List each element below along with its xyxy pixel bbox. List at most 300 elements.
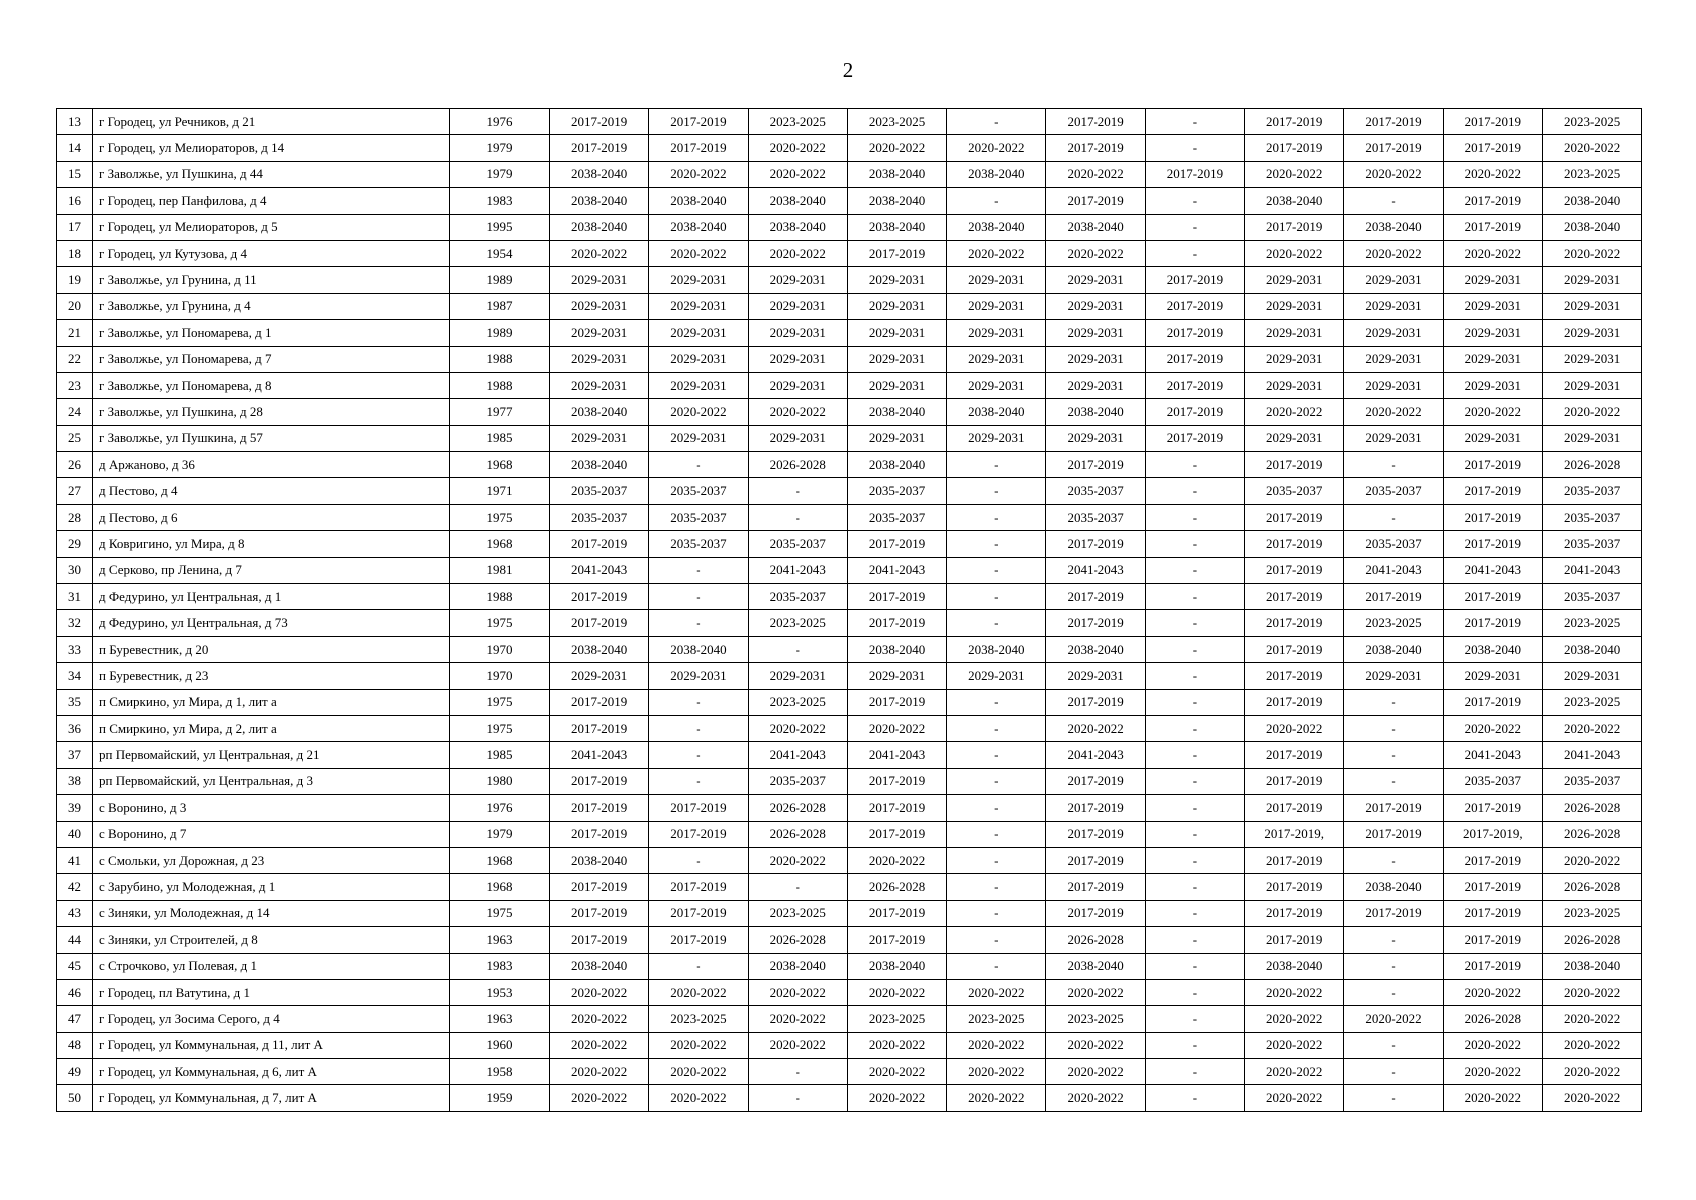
repair-period-cell: - bbox=[947, 742, 1046, 768]
repair-period-cell: - bbox=[748, 1085, 847, 1111]
construction-year-cell: 1959 bbox=[450, 1085, 550, 1111]
repair-period-cell: 2026-2028 bbox=[1542, 874, 1641, 900]
repair-period-cell: 2038-2040 bbox=[1046, 953, 1145, 979]
row-number-cell: 29 bbox=[57, 531, 93, 557]
repair-period-cell: 2029-2031 bbox=[947, 372, 1046, 398]
repair-period-cell: - bbox=[947, 584, 1046, 610]
repair-period-cell: 2017-2019 bbox=[550, 874, 649, 900]
repair-period-cell: 2038-2040 bbox=[1542, 188, 1641, 214]
row-number-cell: 31 bbox=[57, 584, 93, 610]
repair-period-cell: - bbox=[1145, 1032, 1244, 1058]
repair-period-cell: 2035-2037 bbox=[1542, 531, 1641, 557]
table-row bbox=[57, 531, 1642, 557]
repair-period-cell: 2017-2019 bbox=[649, 821, 748, 847]
construction-year-cell: 1980 bbox=[450, 768, 550, 794]
repair-period-cell: 2041-2043 bbox=[1443, 742, 1542, 768]
repair-period-cell: 2020-2022 bbox=[748, 715, 847, 741]
repair-period-cell: 2020-2022 bbox=[1046, 979, 1145, 1005]
repair-period-cell: 2020-2022 bbox=[1245, 240, 1344, 266]
repair-period-cell: 2020-2022 bbox=[847, 1032, 946, 1058]
row-number-cell: 35 bbox=[57, 689, 93, 715]
repair-period-cell: - bbox=[649, 953, 748, 979]
repair-period-cell: 2017-2019 bbox=[1245, 135, 1344, 161]
repair-period-cell: 2038-2040 bbox=[550, 953, 649, 979]
repair-period-cell: 2029-2031 bbox=[649, 425, 748, 451]
repair-period-cell: 2029-2031 bbox=[1542, 663, 1641, 689]
repair-period-cell: 2023-2025 bbox=[1542, 109, 1641, 135]
repair-period-cell: 2029-2031 bbox=[1443, 425, 1542, 451]
repair-period-cell: 2041-2043 bbox=[550, 742, 649, 768]
repair-period-cell: 2038-2040 bbox=[748, 214, 847, 240]
construction-year-cell: 1968 bbox=[450, 531, 550, 557]
repair-period-cell: 2017-2019 bbox=[1443, 135, 1542, 161]
repair-period-cell: 2029-2031 bbox=[1542, 320, 1641, 346]
address-cell: д Серково, пр Ленина, д 7 bbox=[93, 557, 450, 583]
table-row bbox=[57, 452, 1642, 478]
table-body bbox=[57, 109, 1642, 1112]
repair-period-cell: 2029-2031 bbox=[550, 320, 649, 346]
repair-period-cell: - bbox=[649, 557, 748, 583]
repair-period-cell: 2029-2031 bbox=[947, 267, 1046, 293]
repair-period-cell: 2038-2040 bbox=[947, 399, 1046, 425]
repair-period-cell: 2020-2022 bbox=[550, 1032, 649, 1058]
repair-period-cell: 2017-2019, bbox=[1245, 821, 1344, 847]
repair-period-cell: 2017-2019 bbox=[1046, 610, 1145, 636]
construction-year-cell: 1985 bbox=[450, 742, 550, 768]
table-row bbox=[57, 927, 1642, 953]
repair-period-cell: 2038-2040 bbox=[550, 214, 649, 240]
table-row bbox=[57, 214, 1642, 240]
repair-period-cell: 2023-2025 bbox=[1542, 610, 1641, 636]
repair-period-cell: 2038-2040 bbox=[847, 188, 946, 214]
repair-period-cell: 2020-2022 bbox=[1542, 1059, 1641, 1085]
repair-period-cell: 2017-2019 bbox=[649, 795, 748, 821]
construction-year-cell: 1963 bbox=[450, 927, 550, 953]
repair-period-cell: 2026-2028 bbox=[1542, 927, 1641, 953]
repair-period-cell: 2017-2019 bbox=[1046, 821, 1145, 847]
table-row bbox=[57, 425, 1642, 451]
repair-period-cell: - bbox=[947, 821, 1046, 847]
repair-period-cell: 2035-2037 bbox=[1046, 478, 1145, 504]
repair-period-cell: 2035-2037 bbox=[550, 478, 649, 504]
repair-period-cell: 2017-2019 bbox=[1046, 188, 1145, 214]
repair-period-cell: 2038-2040 bbox=[649, 636, 748, 662]
repair-period-cell: - bbox=[947, 610, 1046, 636]
repair-period-cell: - bbox=[1145, 610, 1244, 636]
table-row bbox=[57, 240, 1642, 266]
repair-period-cell: 2017-2019 bbox=[1443, 610, 1542, 636]
repair-period-cell: - bbox=[1145, 663, 1244, 689]
repair-period-cell: 2023-2025 bbox=[1542, 689, 1641, 715]
construction-year-cell: 1968 bbox=[450, 874, 550, 900]
construction-year-cell: 1968 bbox=[450, 452, 550, 478]
repair-period-cell: 2038-2040 bbox=[847, 399, 946, 425]
repair-period-cell: 2017-2019 bbox=[1245, 795, 1344, 821]
repair-period-cell: 2017-2019 bbox=[1443, 188, 1542, 214]
repair-period-cell: 2029-2031 bbox=[1344, 320, 1443, 346]
repair-period-cell: 2020-2022 bbox=[1443, 399, 1542, 425]
row-number-cell: 21 bbox=[57, 320, 93, 346]
repair-period-cell: 2020-2022 bbox=[947, 240, 1046, 266]
repair-period-cell: 2023-2025 bbox=[649, 1006, 748, 1032]
repair-period-cell: 2020-2022 bbox=[1245, 1032, 1344, 1058]
repair-period-cell: - bbox=[1344, 927, 1443, 953]
row-number-cell: 47 bbox=[57, 1006, 93, 1032]
repair-period-cell: 2035-2037 bbox=[847, 504, 946, 530]
repair-period-cell: 2035-2037 bbox=[550, 504, 649, 530]
repair-period-cell: 2017-2019 bbox=[1344, 109, 1443, 135]
repair-period-cell: 2029-2031 bbox=[748, 663, 847, 689]
repair-period-cell: 2029-2031 bbox=[1443, 663, 1542, 689]
repair-period-cell: 2020-2022 bbox=[847, 1085, 946, 1111]
repair-period-cell: 2020-2022 bbox=[1046, 1085, 1145, 1111]
address-cell: с Зиняки, ул Молодежная, д 14 bbox=[93, 900, 450, 926]
repair-period-cell: 2020-2022 bbox=[550, 1085, 649, 1111]
repair-period-cell: 2020-2022 bbox=[649, 1032, 748, 1058]
repair-period-cell: 2020-2022 bbox=[1542, 1006, 1641, 1032]
repair-period-cell: - bbox=[947, 900, 1046, 926]
table-row bbox=[57, 188, 1642, 214]
repair-period-cell: 2020-2022 bbox=[947, 1085, 1046, 1111]
repair-period-cell: 2038-2040 bbox=[1046, 636, 1145, 662]
construction-year-cell: 1981 bbox=[450, 557, 550, 583]
repair-period-cell: 2017-2019 bbox=[1245, 109, 1344, 135]
repair-period-cell: 2017-2019 bbox=[847, 927, 946, 953]
repair-period-cell: 2017-2019 bbox=[1245, 531, 1344, 557]
address-cell: с Строчково, ул Полевая, д 1 bbox=[93, 953, 450, 979]
repair-period-cell: 2035-2037 bbox=[1344, 531, 1443, 557]
repair-period-cell: 2017-2019 bbox=[1046, 900, 1145, 926]
repair-period-cell: 2020-2022 bbox=[748, 135, 847, 161]
repair-period-cell: 2020-2022 bbox=[1542, 979, 1641, 1005]
repair-period-cell: 2017-2019 bbox=[1046, 135, 1145, 161]
address-cell: г Городец, ул Коммунальная, д 6, лит А bbox=[93, 1059, 450, 1085]
repair-period-cell: 2017-2019 bbox=[1443, 953, 1542, 979]
row-number-cell: 44 bbox=[57, 927, 93, 953]
repair-period-cell: - bbox=[1145, 900, 1244, 926]
row-number-cell: 33 bbox=[57, 636, 93, 662]
repair-period-cell: 2029-2031 bbox=[847, 372, 946, 398]
repair-period-cell: 2020-2022 bbox=[847, 1059, 946, 1085]
repair-period-cell: 2017-2019 bbox=[1443, 531, 1542, 557]
address-cell: п Буревестник, д 20 bbox=[93, 636, 450, 662]
repair-period-cell: 2017-2019 bbox=[1245, 452, 1344, 478]
repair-period-cell: - bbox=[1145, 847, 1244, 873]
address-cell: г Городец, пер Панфилова, д 4 bbox=[93, 188, 450, 214]
repair-period-cell: 2020-2022 bbox=[1245, 399, 1344, 425]
repair-period-cell: 2035-2037 bbox=[649, 478, 748, 504]
repair-period-cell: 2029-2031 bbox=[1542, 346, 1641, 372]
repair-period-cell: 2017-2019 bbox=[1046, 689, 1145, 715]
address-cell: с Зиняки, ул Строителей, д 8 bbox=[93, 927, 450, 953]
repair-period-cell: 2029-2031 bbox=[947, 320, 1046, 346]
repair-period-cell: 2029-2031 bbox=[748, 425, 847, 451]
repair-period-cell: 2029-2031 bbox=[947, 293, 1046, 319]
repair-period-cell: 2029-2031 bbox=[1344, 293, 1443, 319]
repair-period-cell: 2017-2019 bbox=[1245, 900, 1344, 926]
repair-period-cell: 2017-2019 bbox=[847, 531, 946, 557]
repair-period-cell: 2038-2040 bbox=[847, 214, 946, 240]
repair-period-cell: - bbox=[1145, 715, 1244, 741]
table-row bbox=[57, 346, 1642, 372]
repair-period-cell: 2038-2040 bbox=[947, 161, 1046, 187]
address-cell: г Городец, ул Зосима Серого, д 4 bbox=[93, 1006, 450, 1032]
repair-period-cell: 2017-2019 bbox=[1443, 109, 1542, 135]
repair-period-cell: 2023-2025 bbox=[1046, 1006, 1145, 1032]
repair-period-cell: - bbox=[1145, 636, 1244, 662]
address-cell: п Буревестник, д 23 bbox=[93, 663, 450, 689]
construction-year-cell: 1975 bbox=[450, 610, 550, 636]
row-number-cell: 30 bbox=[57, 557, 93, 583]
repair-period-cell: - bbox=[1145, 557, 1244, 583]
repair-period-cell: 2026-2028 bbox=[1542, 452, 1641, 478]
construction-year-cell: 1970 bbox=[450, 663, 550, 689]
repair-period-cell: - bbox=[748, 504, 847, 530]
construction-year-cell: 1971 bbox=[450, 478, 550, 504]
repair-period-cell: 2017-2019 bbox=[1046, 795, 1145, 821]
repair-period-cell: 2020-2022 bbox=[847, 847, 946, 873]
repair-period-cell: 2020-2022 bbox=[847, 979, 946, 1005]
construction-year-cell: 1988 bbox=[450, 584, 550, 610]
repair-period-cell: 2029-2031 bbox=[1443, 267, 1542, 293]
repair-period-cell: - bbox=[649, 847, 748, 873]
repair-period-cell: 2017-2019 bbox=[847, 821, 946, 847]
repair-period-cell: 2020-2022 bbox=[550, 979, 649, 1005]
construction-year-cell: 1977 bbox=[450, 399, 550, 425]
repair-period-cell: 2020-2022 bbox=[1245, 979, 1344, 1005]
table-row bbox=[57, 584, 1642, 610]
repair-period-cell: 2017-2019 bbox=[1145, 425, 1244, 451]
repair-period-cell: 2038-2040 bbox=[947, 214, 1046, 240]
repair-period-cell: 2017-2019 bbox=[1443, 874, 1542, 900]
address-cell: п Смиркино, ул Мира, д 2, лит а bbox=[93, 715, 450, 741]
repair-period-cell: 2029-2031 bbox=[1046, 293, 1145, 319]
repair-period-cell: 2020-2022 bbox=[1542, 1032, 1641, 1058]
repair-period-cell: 2041-2043 bbox=[550, 557, 649, 583]
repair-period-cell: 2020-2022 bbox=[1542, 847, 1641, 873]
repair-period-cell: 2029-2031 bbox=[1046, 320, 1145, 346]
repair-period-cell: 2035-2037 bbox=[1542, 768, 1641, 794]
repair-period-cell: 2017-2019 bbox=[1145, 320, 1244, 346]
repair-period-cell: - bbox=[1145, 109, 1244, 135]
repair-period-cell: - bbox=[1344, 847, 1443, 873]
table-row bbox=[57, 847, 1642, 873]
table-row bbox=[57, 161, 1642, 187]
repair-period-cell: 2017-2019 bbox=[1443, 214, 1542, 240]
repair-period-cell: 2017-2019 bbox=[1443, 452, 1542, 478]
repair-period-cell: 2017-2019 bbox=[649, 874, 748, 900]
repair-period-cell: 2017-2019 bbox=[1344, 795, 1443, 821]
repair-period-cell: 2035-2037 bbox=[1542, 504, 1641, 530]
repair-period-cell: 2020-2022 bbox=[1245, 1085, 1344, 1111]
repair-period-cell: 2020-2022 bbox=[1344, 399, 1443, 425]
address-cell: г Городец, ул Коммунальная, д 7, лит А bbox=[93, 1085, 450, 1111]
repair-period-cell: 2023-2025 bbox=[1542, 161, 1641, 187]
repair-period-cell: 2035-2037 bbox=[649, 504, 748, 530]
row-number-cell: 37 bbox=[57, 742, 93, 768]
repair-period-cell: - bbox=[748, 1059, 847, 1085]
repair-period-cell: 2017-2019 bbox=[1443, 795, 1542, 821]
construction-year-cell: 1988 bbox=[450, 346, 550, 372]
repair-period-cell: - bbox=[1145, 768, 1244, 794]
table-row bbox=[57, 267, 1642, 293]
repair-period-cell: 2020-2022 bbox=[1443, 161, 1542, 187]
repair-period-cell: 2017-2019 bbox=[1245, 927, 1344, 953]
repair-period-cell: - bbox=[947, 557, 1046, 583]
repair-period-cell: 2038-2040 bbox=[1245, 188, 1344, 214]
repair-period-cell: 2035-2037 bbox=[1443, 768, 1542, 794]
repair-period-cell: 2020-2022 bbox=[649, 240, 748, 266]
repair-period-cell: 2020-2022 bbox=[748, 1032, 847, 1058]
table-row bbox=[57, 953, 1642, 979]
construction-year-cell: 1960 bbox=[450, 1032, 550, 1058]
repair-period-cell: 2017-2019 bbox=[1245, 557, 1344, 583]
table-row bbox=[57, 1032, 1642, 1058]
repair-period-cell: 2026-2028 bbox=[748, 821, 847, 847]
repair-period-cell: 2020-2022 bbox=[1344, 161, 1443, 187]
row-number-cell: 23 bbox=[57, 372, 93, 398]
housing-repair-schedule-table bbox=[56, 108, 1642, 1112]
repair-period-cell: 2023-2025 bbox=[847, 1006, 946, 1032]
repair-period-cell: - bbox=[1145, 452, 1244, 478]
address-cell: г Городец, ул Мелиораторов, д 5 bbox=[93, 214, 450, 240]
repair-period-cell: - bbox=[947, 715, 1046, 741]
repair-period-cell: 2029-2031 bbox=[1542, 267, 1641, 293]
repair-period-cell: 2020-2022 bbox=[748, 240, 847, 266]
table-row bbox=[57, 372, 1642, 398]
row-number-cell: 36 bbox=[57, 715, 93, 741]
repair-period-cell: 2017-2019 bbox=[1145, 372, 1244, 398]
repair-period-cell: 2017-2019 bbox=[1245, 663, 1344, 689]
repair-period-cell: 2017-2019 bbox=[550, 531, 649, 557]
table-row bbox=[57, 1006, 1642, 1032]
repair-period-cell: 2029-2031 bbox=[847, 663, 946, 689]
repair-period-cell: 2017-2019 bbox=[1245, 742, 1344, 768]
repair-period-cell: - bbox=[1145, 689, 1244, 715]
repair-period-cell: 2017-2019 bbox=[649, 927, 748, 953]
table-row bbox=[57, 399, 1642, 425]
table-row bbox=[57, 900, 1642, 926]
repair-period-cell: - bbox=[947, 689, 1046, 715]
repair-period-cell: - bbox=[649, 715, 748, 741]
repair-period-cell: 2029-2031 bbox=[1344, 663, 1443, 689]
repair-period-cell: 2029-2031 bbox=[947, 425, 1046, 451]
repair-period-cell: 2038-2040 bbox=[1046, 214, 1145, 240]
construction-year-cell: 1979 bbox=[450, 161, 550, 187]
repair-period-cell: - bbox=[649, 584, 748, 610]
repair-period-cell: - bbox=[1344, 768, 1443, 794]
construction-year-cell: 1995 bbox=[450, 214, 550, 240]
repair-period-cell: 2035-2037 bbox=[1245, 478, 1344, 504]
repair-period-cell: 2020-2022 bbox=[1245, 715, 1344, 741]
repair-period-cell: 2020-2022 bbox=[550, 1006, 649, 1032]
repair-period-cell: 2041-2043 bbox=[1542, 557, 1641, 583]
repair-period-cell: 2029-2031 bbox=[1443, 372, 1542, 398]
repair-period-cell: 2017-2019 bbox=[1046, 847, 1145, 873]
repair-period-cell: 2038-2040 bbox=[1542, 214, 1641, 240]
address-cell: г Городец, ул Мелиораторов, д 14 bbox=[93, 135, 450, 161]
repair-period-cell: 2029-2031 bbox=[947, 346, 1046, 372]
repair-period-cell: 2038-2040 bbox=[649, 214, 748, 240]
construction-year-cell: 1989 bbox=[450, 267, 550, 293]
repair-period-cell: 2029-2031 bbox=[1046, 663, 1145, 689]
repair-period-cell: 2020-2022 bbox=[1443, 1032, 1542, 1058]
repair-period-cell: 2029-2031 bbox=[1542, 372, 1641, 398]
repair-period-cell: - bbox=[1344, 742, 1443, 768]
repair-period-cell: 2020-2022 bbox=[1542, 1085, 1641, 1111]
repair-period-cell: - bbox=[748, 636, 847, 662]
repair-period-cell: 2041-2043 bbox=[847, 557, 946, 583]
repair-period-cell: 2029-2031 bbox=[1245, 346, 1344, 372]
repair-period-cell: 2029-2031 bbox=[550, 663, 649, 689]
repair-period-cell: 2017-2019 bbox=[649, 900, 748, 926]
repair-period-cell: 2041-2043 bbox=[1046, 742, 1145, 768]
repair-period-cell: - bbox=[1145, 584, 1244, 610]
address-cell: г Заволжье, ул Пономарева, д 1 bbox=[93, 320, 450, 346]
repair-period-cell: 2017-2019 bbox=[847, 584, 946, 610]
repair-period-cell: 2029-2031 bbox=[1542, 425, 1641, 451]
repair-period-cell: 2023-2025 bbox=[947, 1006, 1046, 1032]
repair-period-cell: - bbox=[947, 478, 1046, 504]
repair-period-cell: 2020-2022 bbox=[947, 979, 1046, 1005]
repair-period-cell: 2017-2019 bbox=[550, 821, 649, 847]
repair-period-cell: - bbox=[1145, 531, 1244, 557]
repair-period-cell: 2038-2040 bbox=[748, 188, 847, 214]
repair-period-cell: 2017-2019 bbox=[649, 109, 748, 135]
repair-period-cell: 2017-2019 bbox=[1443, 927, 1542, 953]
repair-period-cell: 2029-2031 bbox=[748, 346, 847, 372]
row-number-cell: 13 bbox=[57, 109, 93, 135]
repair-period-cell: 2017-2019 bbox=[1245, 874, 1344, 900]
repair-period-cell: 2017-2019 bbox=[847, 795, 946, 821]
row-number-cell: 19 bbox=[57, 267, 93, 293]
construction-year-cell: 1979 bbox=[450, 821, 550, 847]
repair-period-cell: 2017-2019 bbox=[847, 689, 946, 715]
repair-period-cell: 2020-2022 bbox=[847, 135, 946, 161]
address-cell: г Заволжье, ул Пономарева, д 8 bbox=[93, 372, 450, 398]
row-number-cell: 34 bbox=[57, 663, 93, 689]
address-cell: г Заволжье, ул Грунина, д 11 bbox=[93, 267, 450, 293]
repair-period-cell: 2038-2040 bbox=[1344, 874, 1443, 900]
repair-period-cell: 2017-2019 bbox=[1344, 135, 1443, 161]
repair-period-cell: 2038-2040 bbox=[847, 452, 946, 478]
repair-period-cell: - bbox=[1145, 979, 1244, 1005]
repair-period-cell: 2020-2022 bbox=[649, 399, 748, 425]
repair-period-cell: - bbox=[947, 927, 1046, 953]
table-row bbox=[57, 742, 1642, 768]
row-number-cell: 50 bbox=[57, 1085, 93, 1111]
repair-period-cell: 2017-2019 bbox=[847, 610, 946, 636]
repair-period-cell: 2020-2022 bbox=[1542, 715, 1641, 741]
table-row bbox=[57, 557, 1642, 583]
repair-period-cell: 2017-2019 bbox=[1245, 768, 1344, 794]
table-row bbox=[57, 1085, 1642, 1111]
repair-period-cell: 2038-2040 bbox=[847, 636, 946, 662]
address-cell: рп Первомайский, ул Центральная, д 21 bbox=[93, 742, 450, 768]
repair-period-cell: 2017-2019 bbox=[1443, 847, 1542, 873]
repair-period-cell: 2029-2031 bbox=[1344, 267, 1443, 293]
construction-year-cell: 1988 bbox=[450, 372, 550, 398]
repair-period-cell: 2020-2022 bbox=[847, 715, 946, 741]
repair-period-cell: - bbox=[1145, 927, 1244, 953]
repair-period-cell: 2017-2019 bbox=[1145, 399, 1244, 425]
repair-period-cell: 2020-2022 bbox=[1443, 240, 1542, 266]
repair-period-cell: - bbox=[947, 874, 1046, 900]
repair-period-cell: 2017-2019 bbox=[550, 768, 649, 794]
repair-period-cell: 2035-2037 bbox=[847, 478, 946, 504]
repair-period-cell: - bbox=[1344, 1059, 1443, 1085]
repair-period-cell: 2038-2040 bbox=[550, 399, 649, 425]
